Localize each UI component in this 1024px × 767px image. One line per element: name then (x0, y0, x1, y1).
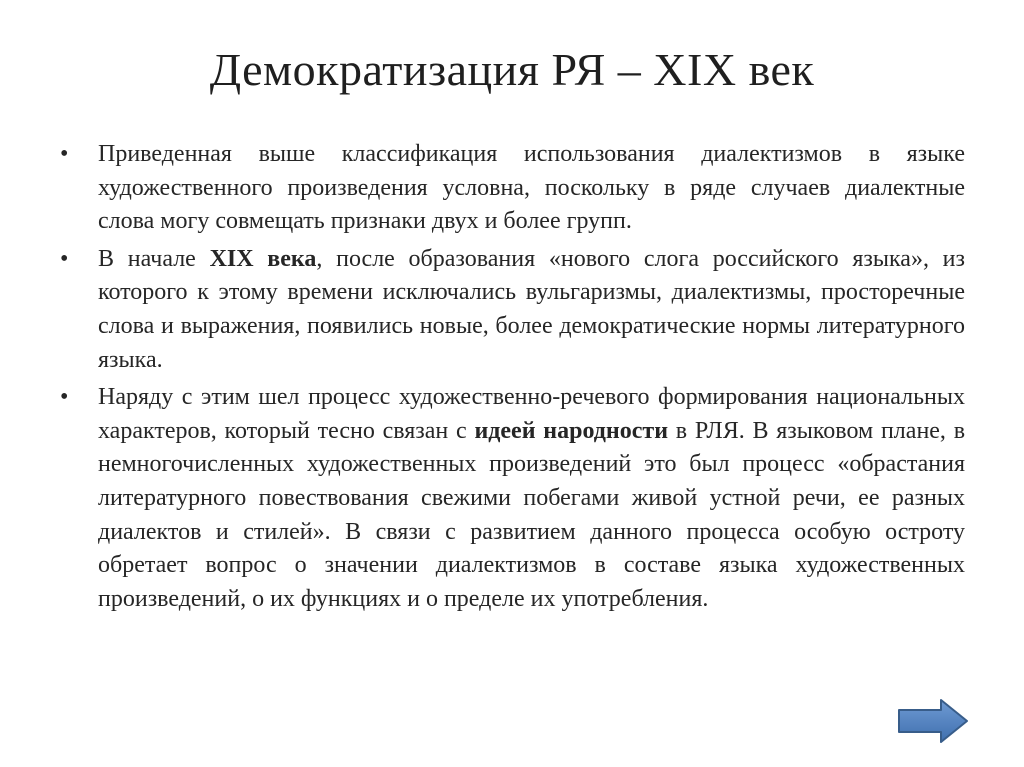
bullet-marker: • (60, 245, 69, 272)
bullet-marker: • (60, 384, 69, 411)
next-slide-button[interactable] (897, 698, 969, 744)
slide-title: Демократизация РЯ – XIX век (209, 44, 815, 95)
bullet-text (98, 243, 965, 377)
bullet-item (60, 138, 965, 239)
bullet-text-part: Наряду с этим шел процесс художественно-речевого формирования национальных характеров, который тесно связан с (98, 384, 965, 444)
bullet-list (60, 138, 965, 620)
bullet-text-part: В начале (98, 245, 210, 272)
bullet-item (60, 381, 965, 616)
bullet-text-part: , после образования «нового слога российского языка», из которого к этому времени исключались вульгаризмы, диалектизмы, просторечные слова и выражения, появились новые, более демократические нормы литературного языка. (98, 245, 965, 373)
right-arrow-icon (897, 698, 969, 744)
bullet-text-part: Приведенная выше классификация использования диалектизмов в языке художественного произведения условна, поскольку в ряде случаев диалектные слова могу совмещать признаки двух и более групп. (98, 141, 965, 235)
bullet-text-bold: идеей народности (474, 417, 669, 444)
bullet-marker: • (60, 141, 69, 167)
bullet-text (98, 381, 965, 616)
bullet-text-bold: XIX века (209, 245, 317, 272)
bullet-item (60, 243, 965, 377)
bullet-text (98, 138, 965, 239)
bullet-text-part: в РЛЯ. В языковом плане, в немногочисленных художественных произведений это был процесс «обрастания литературного повествования свежими побегами живой устной речи, ее разных диалектов и стилей». В связи с развитием данного процесса особую остроту обретает вопрос о значении диалектизмов в составе языка художественных произведений, о их функциях и о пределе их употребления. (98, 417, 966, 612)
